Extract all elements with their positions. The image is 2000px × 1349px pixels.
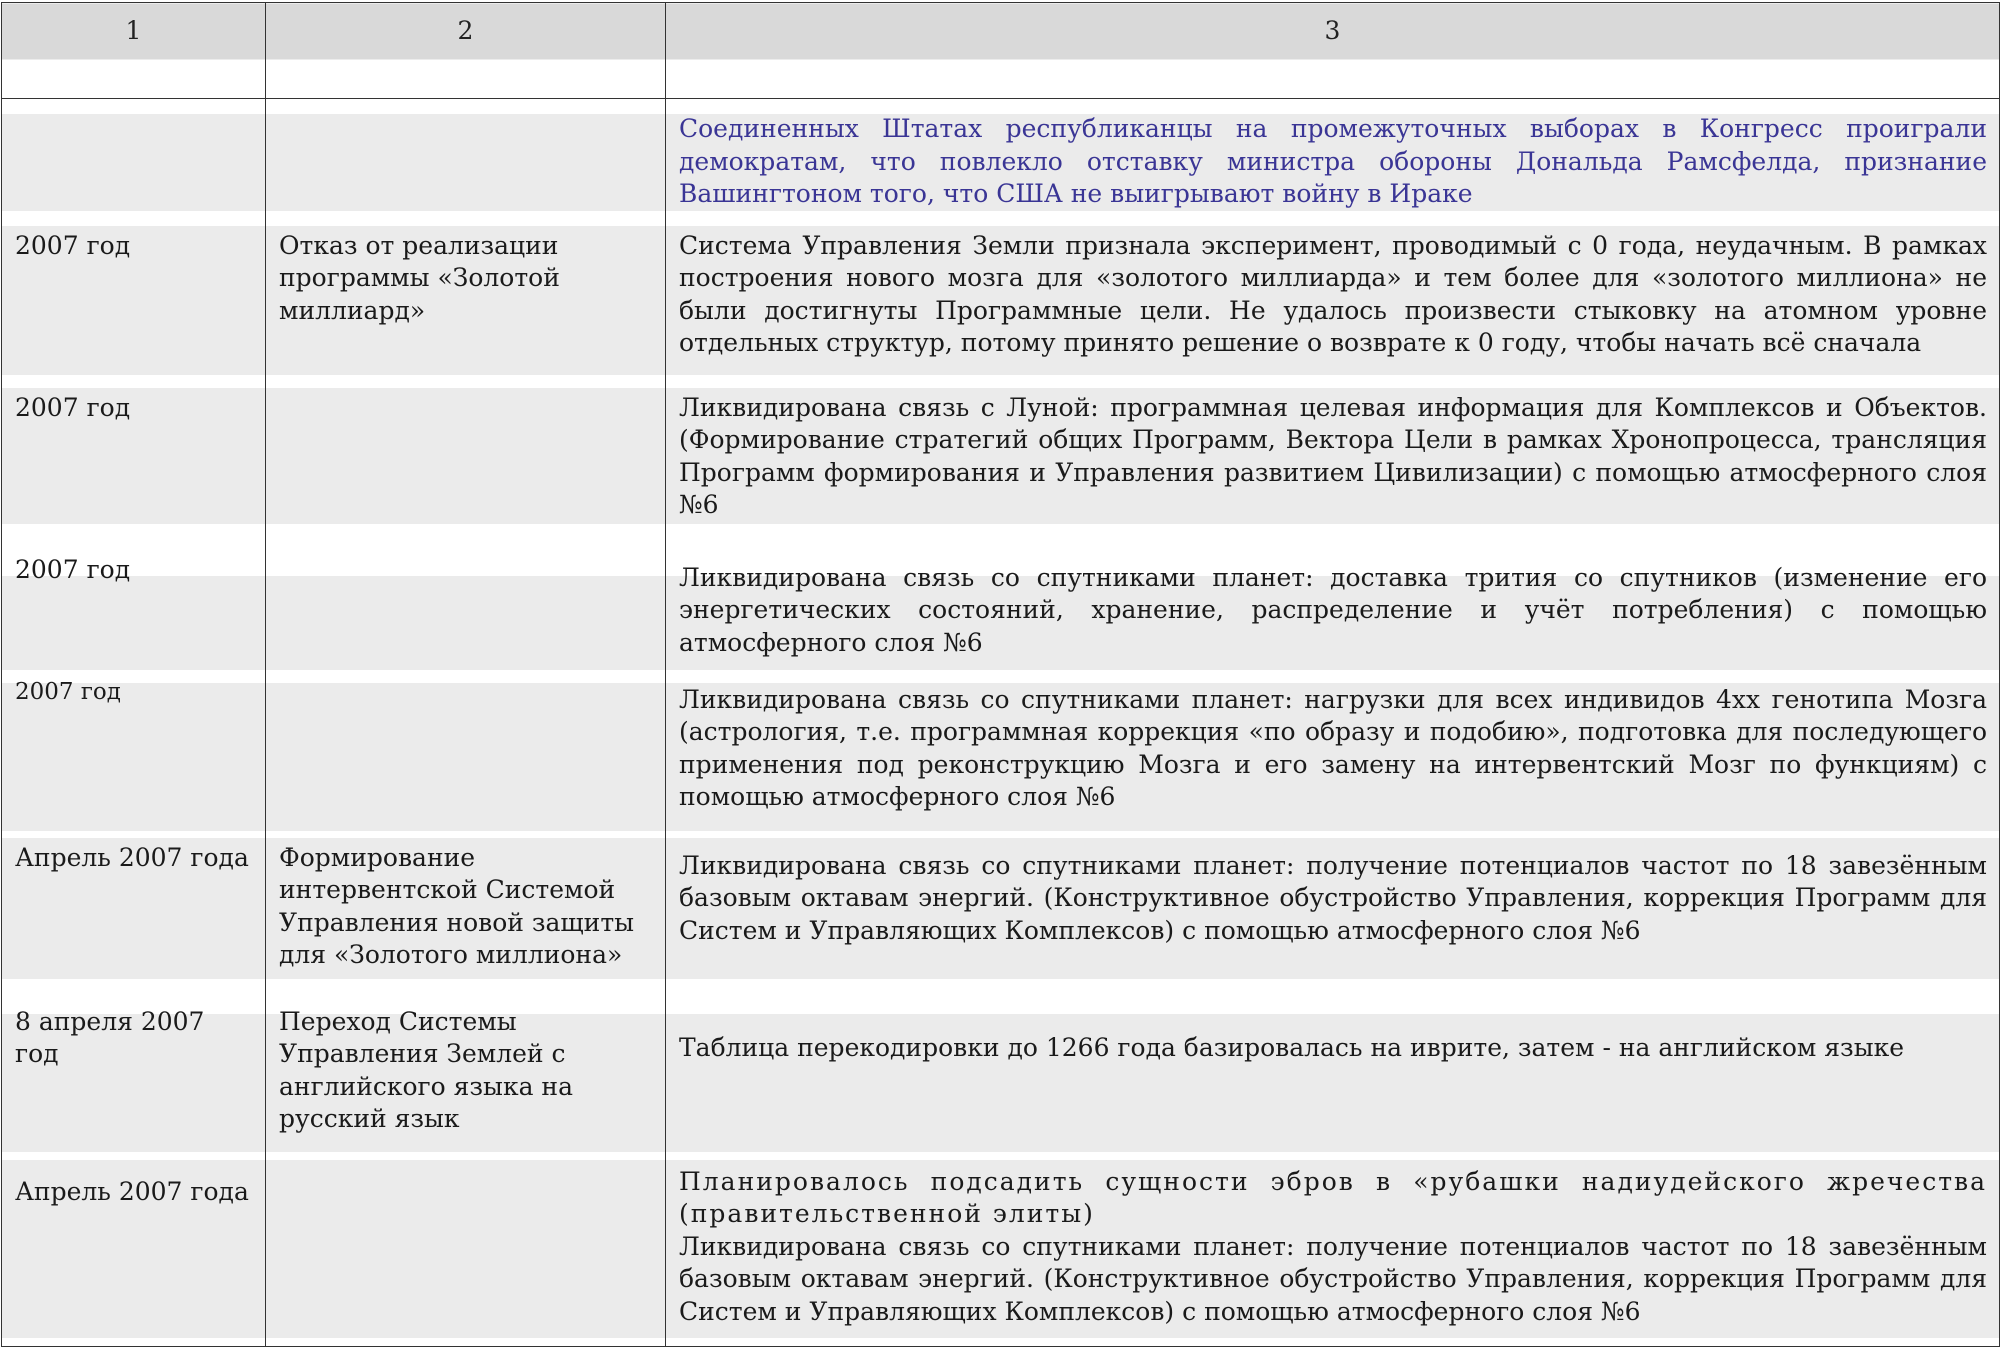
table-row xyxy=(2,99,2000,226)
event-cell xyxy=(266,1152,666,1347)
date-cell xyxy=(2,388,266,550)
row-description: Ликвидирована связь со спутниками планет: получение потенциалов частот по 18 завезённым базовым октавам энергий. (Конструктивное обустройство Управления, коррекция Программ для Систем и Управляющих Комплексов) с помощью атмосферного слоя №6 xyxy=(679,1231,1987,1326)
table-row xyxy=(2,550,2000,676)
row-date: 2007 год xyxy=(15,392,131,422)
date-cell xyxy=(2,838,266,1002)
chronology-table xyxy=(1,2,2000,1347)
row-description: Таблица перекодировки до 1266 года базировалась на иврите, затем - на английском языке xyxy=(679,1032,1905,1062)
row-description: Система Управления Земли признала эксперимент, проводимый с 0 года, неудачным. В рамках построения нового мозга для «золотого миллиарда» и тем более для «золотого миллиона» не были достигнуты Программные цели. Не удалось произвести стыковку на атомном уровне отдельных структур, потому принято решение о возврате к 0 году, чтобы начать всё сначала xyxy=(679,230,1987,357)
table-row xyxy=(2,388,2000,550)
description-cell xyxy=(666,1152,2000,1347)
event-cell xyxy=(266,388,666,550)
table-row xyxy=(2,226,2000,388)
row-description: Ликвидирована связь с Луной: программная целевая информация для Комплексов и Объектов. (Формирование стратегий общих Программ, Вектора Цели в рамках Хронопроцесса, трансляция Программ формирования и Управления развитием Цивилизации) с помощью атмосферного слоя №6 xyxy=(679,392,1987,519)
row-date: 2007 год xyxy=(15,230,131,260)
description-cell xyxy=(666,1002,2000,1152)
table-row xyxy=(2,1152,2000,1347)
row-event: Формирование интервентской Системой Управления новой защиты для «Золотого миллиона» xyxy=(279,842,635,969)
header-col-3: 3 xyxy=(1324,16,1341,45)
date-cell xyxy=(2,1152,266,1347)
description-cell xyxy=(666,99,2000,226)
table-row xyxy=(2,1002,2000,1152)
row-description: Ликвидирована связь со спутниками планет: получение потенциалов частот по 18 завезённым базовым октавам энергий. (Конструктивное обустройство Управления, коррекция Программ для Систем и Управляющих Комплексов) с помощью атмосферного слоя №6 xyxy=(679,850,1987,945)
date-cell xyxy=(2,1002,266,1152)
row-event: Переход Системы Управления Землей с английского языка на русский язык xyxy=(279,1006,573,1133)
event-cell xyxy=(266,838,666,1002)
header-col-2: 2 xyxy=(457,16,474,45)
event-cell xyxy=(266,226,666,388)
event-cell xyxy=(266,676,666,838)
description-cell xyxy=(666,226,2000,388)
row-date: 8 апреля 2007 год xyxy=(15,1006,205,1068)
row-description: Соединенных Штатах республиканцы на промежуточных выборах в Конгресс проиграли демократам, что повлекло отставку министра обороны Дональда Рамсфелда, признание Вашингтоном того, что США не выигрывают войну в Ираке xyxy=(679,114,1987,208)
row-description: Ликвидирована связь со спутниками планет: доставка трития со спутников (изменение его энергетических состояний, хранение, распределение и учёт потребления) с помощью атмосферного слоя №6 xyxy=(679,562,1987,657)
row-date: Апрель 2007 года xyxy=(15,1176,249,1206)
event-cell xyxy=(266,550,666,676)
row-description-block xyxy=(679,1166,1987,1329)
header-cell-2 xyxy=(266,3,666,99)
description-cell xyxy=(666,838,2000,1002)
description-cell xyxy=(666,676,2000,838)
event-cell xyxy=(266,99,666,226)
row-description-note: Планировалось подсадить сущности эбров в «рубашки надиудейского жречества (правительственной элиты) xyxy=(679,1166,1987,1228)
description-cell xyxy=(666,388,2000,550)
row-date: 2007 год xyxy=(15,554,131,584)
row-date: Апрель 2007 года xyxy=(15,842,249,872)
date-cell xyxy=(2,550,266,676)
row-date: 2007 год xyxy=(15,678,121,705)
header-col-1: 1 xyxy=(125,16,142,45)
header-row xyxy=(2,3,2000,99)
table-row xyxy=(2,838,2000,1002)
date-cell xyxy=(2,226,266,388)
description-cell xyxy=(666,550,2000,676)
row-event: Отказ от реализации программы «Золотой миллиард» xyxy=(279,230,560,325)
header-cell-3 xyxy=(666,3,2000,99)
table-row xyxy=(2,676,2000,838)
header-cell-1 xyxy=(2,3,266,99)
date-cell xyxy=(2,99,266,226)
date-cell xyxy=(2,676,266,838)
event-cell xyxy=(266,1002,666,1152)
row-description: Ликвидирована связь со спутниками планет: нагрузки для всех индивидов 4хх генотипа Мозга (астрология, т.е. программная коррекция «по образу и подобию», подготовка для последующего применения под реконструкцию Мозга и его замену на интервентский Мозг по функциям) с помощью атмосферного слоя №6 xyxy=(679,684,1987,811)
